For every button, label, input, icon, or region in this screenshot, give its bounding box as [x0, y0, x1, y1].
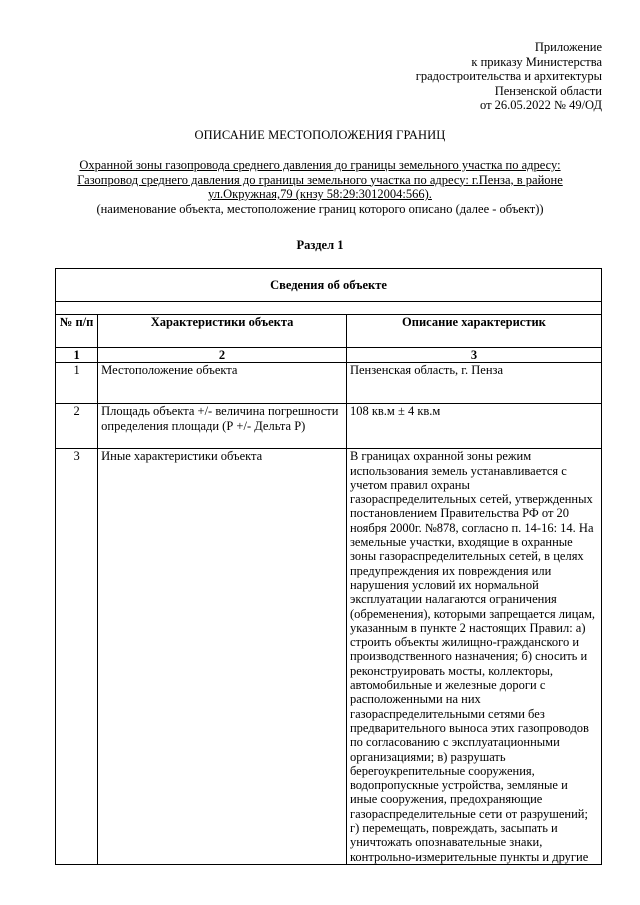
header-line: к приказу Министерства	[471, 54, 602, 69]
header-description: Описание характеристик	[346, 315, 601, 348]
header-line: от 26.05.2022 № 49/ОД	[479, 98, 602, 113]
column-number: 1	[56, 348, 98, 363]
appendix-header	[416, 40, 602, 113]
column-number: 3	[346, 348, 601, 363]
row-num: 2	[56, 404, 98, 449]
document-title: ОПИСАНИЕ МЕСТОПОЛОЖЕНИЯ ГРАНИЦ	[194, 128, 446, 142]
object-line: ул.Окружная,79 (кнзу 58:29:3012004:566).	[208, 187, 432, 202]
table-spacer	[56, 302, 602, 315]
object-line: Газопровод среднего давления до границы земельного участка по адресу: г.Пенза, в районе	[77, 172, 563, 187]
header-characteristic: Характеристики объекта	[98, 315, 347, 348]
object-description	[50, 158, 590, 216]
row-num: 1	[56, 363, 98, 404]
table-row	[56, 363, 602, 404]
table-row	[56, 449, 602, 865]
row-characteristic: Местоположение объекта	[98, 363, 347, 404]
table-title: Сведения об объекте	[56, 269, 602, 302]
row-description: Пензенская область, г. Пенза	[346, 363, 601, 404]
row-characteristic: Площадь объекта +/- величина погрешности определения площади (Р +/- Дельта Р)	[98, 404, 347, 449]
section-heading: Раздел 1	[296, 238, 344, 252]
column-number-row	[56, 348, 602, 363]
object-caption: (наименование объекта, местоположение границ которого описано (далее - объект))	[96, 201, 544, 216]
row-description: В границах охранной зоны режим использования земель устанавливается с учетом правил охраны газораспределительных сетей, утвержденных постановлением Правительства РФ от 20 ноября 2000г. №878, согласно п. 14-16: 14. На земельные участки, входящие в охранные зоны газораспределительных сетей, в целях предупреждения их повреждения или нарушения условий их нормальной эксплуатации налагаются ограничения (обременения), которыми запрещается лицам, указанным в пункте 2 настоящих Правил: а) строить объекты жилищно-гражданского и производственного назначения; б) сносить и реконструировать мосты, коллекторы, автомобильные и железные дороги с расположенными на них газораспределительными сетями без предварительного выноса этих газопроводов по согласованию с эксплуатационными организациями; в) разрушать берегоукрепительные сооружения, водопропускные устройства, земляные и иные сооружения, предохраняющие газораспределительные сети от разрушений; г) перемещать, повреждать, засыпать и уничтожать опознавательные знаки, контрольно-измерительные пункты и другие	[346, 449, 601, 865]
header-line: Приложение	[534, 40, 602, 54]
row-description: 108 кв.м ± 4 кв.м	[346, 404, 601, 449]
header-line: градостроительства и архитектуры	[415, 69, 602, 84]
object-line: Охранной зоны газопровода среднего давления до границы земельного участка по адресу:	[79, 158, 561, 172]
column-number: 2	[98, 348, 347, 363]
row-num: 3	[56, 449, 98, 865]
header-num: № п/п	[56, 315, 98, 348]
header-line: Пензенской области	[494, 83, 602, 98]
table-header-row	[56, 315, 602, 348]
object-info-table	[55, 268, 602, 865]
row-characteristic: Иные характеристики объекта	[98, 449, 347, 865]
table-row	[56, 404, 602, 449]
